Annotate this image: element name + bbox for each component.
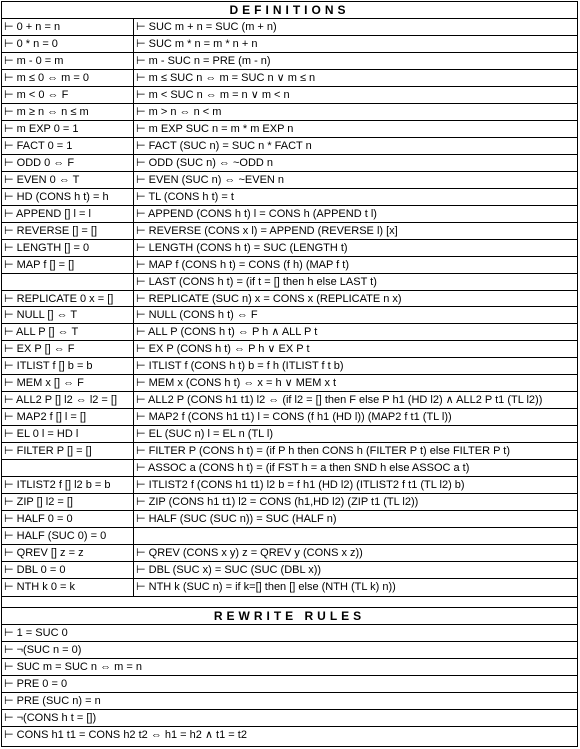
definition-row: [2, 494, 577, 511]
step-case-cell: ⊢ EX P (CONS h t) ⇔ P h ∨ EX P t: [136, 343, 310, 356]
step-case-cell: ⊢ ALL P (CONS h t) ⇔ P h ∧ ALL P t: [136, 326, 318, 339]
step-case-cell: ⊢ EL (SUC n) l = EL n (TL l): [136, 428, 274, 441]
definition-row: [2, 19, 577, 36]
base-case-cell: ⊢ FACT 0 = 1: [2, 138, 134, 154]
base-case-cell: ⊢ ALL2 P [] l2 ⇔ l2 = []: [2, 392, 134, 408]
base-case-cell: ⊢ DBL 0 = 0: [2, 562, 134, 578]
base-case-cell: ⊢ m - 0 = m: [2, 53, 134, 69]
step-case-cell: ⊢ m > n ⇔ n < m: [136, 105, 222, 118]
definition-row: [2, 545, 577, 562]
base-case-cell: ⊢ EX P [] ⇔ F: [2, 341, 134, 357]
rewrite-rule-row: ⊢ 1 = SUC 0: [2, 625, 577, 642]
rewrite-rule-row: ⊢ ¬(CONS h t = []): [2, 710, 577, 727]
step-case-cell: ⊢ NULL (CONS h t) ⇔ F: [136, 309, 258, 322]
step-case-cell: ⊢ m EXP SUC n = m * m EXP n: [136, 122, 294, 135]
step-case-cell: ⊢ MAP f (CONS h t) = CONS (f h) (MAP f t): [136, 258, 350, 271]
definition-row: [2, 53, 577, 70]
step-case-cell: ⊢ ODD (SUC n) ⇔ ~ODD n: [136, 156, 274, 169]
base-case-cell: ⊢ MAP f [] = []: [2, 257, 134, 273]
base-case-cell: ⊢ ITLIST f [] b = b: [2, 358, 134, 374]
step-case-cell: ⊢ FACT (SUC n) = SUC n * FACT n: [136, 139, 312, 152]
base-case-cell: ⊢ REPLICATE 0 x = []: [2, 291, 134, 307]
definition-row: [2, 138, 577, 155]
definition-row: [2, 358, 577, 375]
section-divider: [2, 596, 577, 608]
definitions-table: [2, 19, 577, 596]
step-case-cell: ⊢ ITLIST f (CONS h t) b = f h (ITLIST f t b): [136, 360, 344, 373]
base-case-cell: ⊢ HALF 0 = 0: [2, 511, 134, 527]
step-case-cell: ⊢ HALF (SUC (SUC n)) = SUC (HALF n): [136, 513, 337, 526]
base-case-cell: ⊢ EL 0 l = HD l: [2, 426, 134, 442]
definition-row: [2, 307, 577, 324]
rewrite-rules-table: [2, 625, 577, 744]
definition-row: [2, 324, 577, 341]
step-case-cell: ⊢ EVEN (SUC n) ⇔ ~EVEN n: [136, 173, 285, 186]
step-case-cell: ⊢ QREV (CONS x y) z = QREV y (CONS x z)): [136, 547, 363, 560]
base-case-cell: ⊢ ODD 0 ⇔ F: [2, 155, 134, 171]
rewrite-rule-row: ⊢ CONS h1 t1 = CONS h2 t2 ⇔ h1 = h2 ∧ t1 = t2: [4, 728, 247, 741]
rules-sheet: [1, 1, 578, 747]
definition-row: [2, 274, 577, 291]
base-case-cell: ⊢ HD (CONS h t) = h: [2, 189, 134, 205]
base-case-cell: ⊢ 0 + n = n: [2, 19, 134, 35]
step-case-cell: ⊢ m ≤ SUC n ⇔ m = SUC n ∨ m ≤ n: [136, 71, 316, 84]
base-case-cell: ⊢ m ≤ 0 ⇔ m = 0: [2, 70, 134, 86]
step-case-cell: ⊢ SUC m * n = m * n + n: [136, 37, 258, 50]
definition-row: [2, 206, 577, 223]
rewrite-rule-row: ⊢ PRE (SUC n) = n: [2, 693, 577, 710]
base-case-cell: ⊢ m EXP 0 = 1: [2, 121, 134, 137]
base-case-cell: ⊢ REVERSE [] = []: [2, 223, 134, 239]
base-case-cell: ⊢ NTH k 0 = k: [2, 579, 134, 596]
base-case-cell: ⊢ HALF (SUC 0) = 0: [2, 528, 134, 544]
definition-row: [2, 392, 577, 409]
base-case-cell: ⊢ LENGTH [] = 0: [2, 240, 134, 256]
rewrite-rule-row: ⊢ PRE 0 = 0: [2, 676, 577, 693]
base-case-cell: ⊢ EVEN 0 ⇔ T: [2, 172, 134, 188]
base-case-cell: [2, 274, 134, 290]
step-case-cell: ⊢ ASSOC a (CONS h t) = (if FST h = a then SND h else ASSOC a t): [136, 462, 470, 475]
base-case-cell: ⊢ m ≥ n ⇔ n ≤ m: [2, 104, 134, 120]
base-case-cell: ⊢ ALL P [] ⇔ T: [2, 324, 134, 340]
definitions-title: DEFINITIONS: [2, 2, 577, 19]
base-case-cell: ⊢ m < 0 ⇔ F: [2, 87, 134, 103]
step-case-cell: ⊢ APPEND (CONS h t) l = CONS h (APPEND t l): [136, 207, 377, 220]
definition-row: [2, 579, 577, 596]
definition-row: [2, 36, 577, 53]
rewrite-rule-row: ⊢ ¬(SUC n = 0): [2, 642, 577, 659]
step-case-cell: ⊢ ITLIST2 f (CONS h1 t1) l2 b = f h1 (HD l2) (ITLIST2 f t1 (TL l2) b): [136, 479, 465, 492]
rewrite-rule-row: ⊢ SUC m = SUC n ⇔ m = n: [2, 659, 577, 676]
step-case-cell: [134, 528, 577, 544]
base-case-cell: ⊢ QREV [] z = z: [2, 545, 134, 561]
base-case-cell: ⊢ MEM x [] ⇔ F: [2, 375, 134, 391]
base-case-cell: ⊢ 0 * n = 0: [2, 36, 134, 52]
definition-row: [2, 426, 577, 443]
definition-row: [2, 291, 577, 308]
step-case-cell: ⊢ REVERSE (CONS x l) = APPEND (REVERSE l) [x]: [136, 224, 398, 237]
base-case-cell: ⊢ MAP2 f [] l = []: [2, 409, 134, 425]
step-case-cell: ⊢ SUC m + n = SUC (m + n): [136, 21, 277, 33]
step-case-cell: ⊢ MAP2 f (CONS h1 t1) l = CONS (f h1 (HD l)) (MAP2 f t1 (TL l)): [136, 411, 452, 424]
step-case-cell: ⊢ DBL (SUC x) = SUC (SUC (DBL x)): [136, 564, 322, 576]
rewrite-rules-title: REWRITE RULES: [2, 608, 577, 625]
step-case-cell: ⊢ m < SUC n ⇔ m = n ∨ m < n: [136, 88, 290, 101]
definition-row: [2, 460, 577, 477]
step-case-cell: ⊢ m - SUC n = PRE (m - n): [136, 54, 271, 67]
definition-row: [2, 189, 577, 206]
definition-row: [2, 104, 577, 121]
step-case-cell: ⊢ NTH k (SUC n) = if k=[] then [] else (NTH (TL k) n)): [136, 580, 396, 593]
definition-row: [2, 562, 577, 579]
definition-row: [2, 172, 577, 189]
step-case-cell: ⊢ LAST (CONS h t) = (if t = [] then h else LAST t): [136, 275, 377, 288]
step-case-cell: ⊢ MEM x (CONS h t) ⇔ x = h ∨ MEM x t: [136, 377, 337, 390]
step-case-cell: ⊢ REPLICATE (SUC n) x = CONS x (REPLICATE n x): [136, 292, 402, 305]
definition-row: [2, 87, 577, 104]
definition-row: [2, 443, 577, 460]
definition-row: [2, 155, 577, 172]
definition-row: [2, 477, 577, 494]
definition-row: [2, 511, 577, 528]
definition-row: [2, 70, 577, 87]
definition-row: [2, 341, 577, 358]
definition-row: [2, 409, 577, 426]
base-case-cell: ⊢ FILTER P [] = []: [2, 443, 134, 459]
base-case-cell: [2, 460, 134, 476]
definition-row: [2, 375, 577, 392]
definition-row: [2, 223, 577, 240]
definition-row: [2, 121, 577, 138]
definition-row: [2, 257, 577, 274]
base-case-cell: ⊢ NULL [] ⇔ T: [2, 307, 134, 323]
base-case-cell: ⊢ ITLIST2 f [] l2 b = b: [2, 477, 134, 493]
definition-row: [2, 528, 577, 545]
step-case-cell: ⊢ TL (CONS h t) = t: [136, 190, 234, 203]
step-case-cell: ⊢ ZIP (CONS h1 t1) l2 = CONS (h1,HD l2) (ZIP t1 (TL l2)): [136, 496, 419, 509]
step-case-cell: ⊢ ALL2 P (CONS h1 t1) l2 ⇔ (if l2 = [] then F else P h1 (HD l2) ∧ ALL2 P t1 (TL l2)): [136, 394, 543, 407]
base-case-cell: ⊢ APPEND [] l = l: [2, 206, 134, 222]
base-case-cell: ⊢ ZIP [] l2 = []: [2, 494, 134, 510]
step-case-cell: ⊢ FILTER P (CONS h t) = (if P h then CONS h (FILTER P t) else FILTER P t): [136, 445, 511, 458]
definition-row: [2, 240, 577, 257]
step-case-cell: ⊢ LENGTH (CONS h t) = SUC (LENGTH t): [136, 241, 348, 254]
